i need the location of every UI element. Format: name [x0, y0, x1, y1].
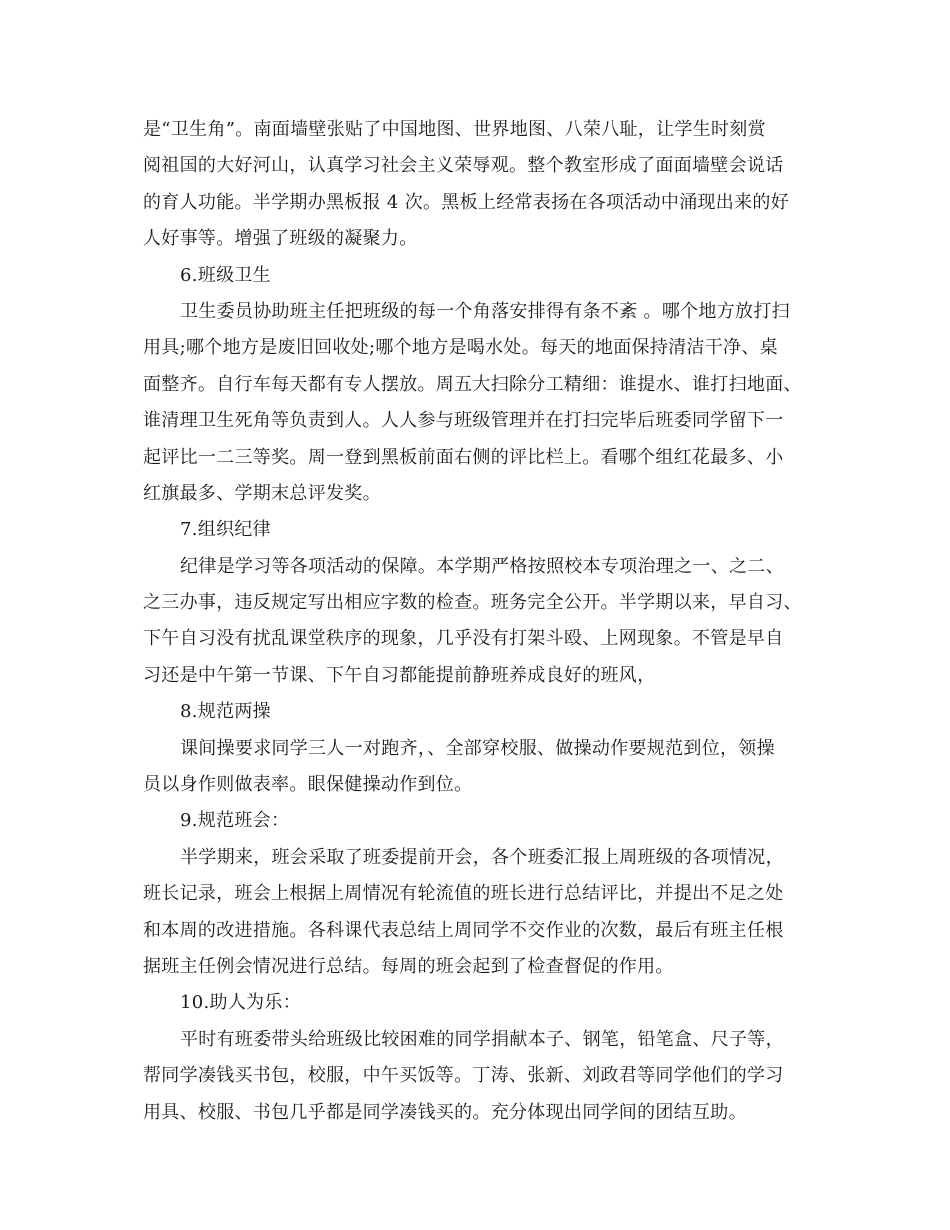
section-heading: 7.组织纪律 — [180, 519, 271, 541]
text-line: 员以身作则做表率。眼保健操动作到位。 — [143, 774, 473, 796]
text-line: 习还是中午第一节课、下午自习都能提前静班养成良好的班风， — [143, 664, 656, 686]
text-line: 阅祖国的大好河山，认真学习社会主义荣辱观。整个教室形成了面面墙壁会说话 — [143, 155, 784, 177]
section-heading: 10.助人为乐： — [180, 992, 302, 1014]
text-line: 用具;哪个地方是废旧回收处;哪个地方是喝水处。每天的地面保持清洁干净、桌 — [143, 337, 778, 359]
text-line: 班长记录，班会上根据上周情况有轮流值的班长进行总结评比，并提出不足之处 — [143, 883, 784, 905]
document-body — [143, 112, 808, 1131]
text-line: 红旗最多、学期末总评发奖。 — [143, 482, 381, 504]
text-line: 下午自习没有扰乱课堂秩序的现象，几乎没有打架斗殴、上网现象。不管是早自 — [143, 628, 784, 650]
section-heading: 9.规范班会： — [180, 810, 290, 832]
text-line: 半学期来，班会采取了班委提前开会，各个班委汇报上周班级的各项情况， — [180, 846, 784, 868]
text-line: 是“卫生角”。南面墙壁张贴了中国地图、世界地图、八荣八耻，让学生时刻赏 — [143, 119, 766, 140]
text-line: 卫生委员协助班主任把班级的每一个角落安排得有条不紊 。哪个地方放打扫 — [180, 300, 790, 322]
text-line: 面整齐。自行车每天都有专人摆放。周五大扫除分工精细：谁提水、谁打扫地面、 — [143, 373, 802, 395]
section-heading: 8.规范两操 — [180, 701, 271, 723]
text-line: 起评比一二三等奖。周一登到黑板前面右侧的评比栏上。看哪个组红花最多、小 — [143, 446, 784, 468]
text-line: 据班主任例会情况进行总结。每周的班会起到了检查督促的作用。 — [143, 955, 674, 977]
text-line: 课间操要求同学三人一对跑齐，、全部穿校服、做操动作要规范到位，领操 — [180, 737, 775, 759]
section-heading: 6.班级卫生 — [180, 264, 271, 286]
text-line: 谁清理卫生死角等负责到人。人人参与班级管理并在打扫完毕后班委同学留下一 — [143, 410, 784, 432]
text-line: 用具、校服、书包几乎都是同学凑钱买的。充分体现出同学间的团结互助。 — [143, 1101, 747, 1123]
text-line: 之三办事，违反规定写出相应字数的检查。班务完全公开。半学期以来，早自习、 — [143, 592, 802, 614]
text-line: 纪律是学习等各项活动的保障。本学期严格按照校本专项治理之一、之二、 — [180, 555, 784, 577]
text-line: 帮同学凑钱买书包，校服，中午买饭等。丁涛、张新、刘政君等同学他们的学习 — [143, 1065, 784, 1087]
text-line: 平时有班委带头给班级比较困难的同学捐献本子、钢笔，铅笔盒、尺子等， — [180, 1028, 784, 1050]
text-line: 和本周的改进措施。各科课代表总结上周同学不交作业的次数，最后有班主任根 — [143, 919, 784, 941]
text-line: 人好事等。增强了班级的凝聚力。 — [143, 228, 418, 250]
text-line: 的育人功能。半学期办黑板报 4 次。黑板上经常表扬在各项活动中涌现出来的好 — [143, 191, 789, 213]
